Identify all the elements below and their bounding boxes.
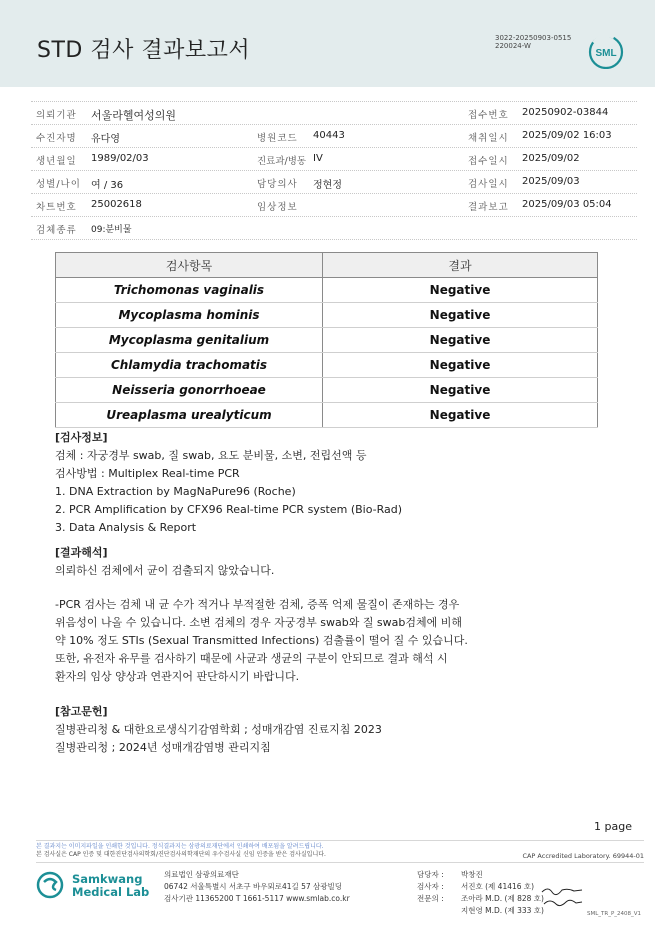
document-id: 3022-20250903-0515 220024-W: [495, 34, 572, 50]
col-result: 결과: [323, 253, 598, 278]
chart-no-label: 차트번호: [36, 202, 77, 213]
interpretation-summary: 의뢰하신 검체에서 균이 검출되지 않았습니다.: [55, 564, 275, 577]
references-heading: [참고문헌]: [55, 705, 108, 718]
samkwang-logo-icon: [36, 870, 64, 900]
interpretation-line: 환자의 임상 양상과 연관지어 판단하시기 바랍니다.: [55, 670, 300, 683]
birth-label: 생년월일: [36, 156, 77, 167]
receipt-date-value: 2025/09/02: [522, 153, 580, 164]
report-title: STD 검사 결과보고서: [37, 38, 251, 63]
org-name: 의료법인 삼광의료재단: [164, 870, 239, 879]
table-row: [56, 353, 598, 378]
report-time-label: 결과보고: [468, 202, 509, 213]
report-time-value: 2025/09/03 05:04: [522, 199, 612, 210]
patient-label: 수진자명: [36, 133, 77, 144]
test-name: Ureaplasma urealyticum: [56, 403, 323, 428]
interpretation-heading: [결과해석]: [55, 546, 108, 559]
brand-name: Samkwang Medical Lab: [72, 872, 150, 899]
organization-info: [164, 869, 350, 905]
interpretation-line: 또한, 유전자 유무를 검사하기 때문에 사균과 생균의 구분이 안되므로 결과 해석 시: [55, 652, 448, 665]
info-row-6: [31, 216, 637, 240]
report-header: [0, 0, 655, 87]
specimen-label: 검체종류: [36, 225, 77, 236]
birth-value: 1989/02/03: [91, 153, 149, 164]
info-row-4: [31, 170, 637, 194]
specimen-value: 09:분비물: [91, 225, 132, 235]
col-test-item: 검사항목: [56, 253, 323, 278]
org-contact: 검사기관 11365200 T 1661-5117 www.smlab.co.kr: [164, 894, 350, 903]
test-info-line: 2. PCR Amplification by CFX96 Real-time PCR system (Bio-Rad): [55, 503, 403, 516]
test-result: Negative: [323, 353, 598, 378]
doctor-value: 정현정: [313, 180, 342, 191]
info-row-3: [31, 147, 637, 171]
staff-info: [417, 869, 544, 917]
manager-line: 담당자 : 박창진: [417, 870, 483, 879]
test-result: Negative: [323, 378, 598, 403]
test-date-value: 2025/09/03: [522, 176, 580, 187]
references-section: [55, 703, 382, 757]
test-name: Mycoplasma genitalium: [56, 328, 323, 353]
test-info-line: 1. DNA Extraction by MagNaPure96 (Roche): [55, 485, 296, 498]
test-info-line: 검사방법 : Multiplex Real-time PCR: [55, 467, 240, 480]
test-result: Negative: [323, 328, 598, 353]
test-name: Chlamydia trachomatis: [56, 353, 323, 378]
collect-time: 2025/09/02 16:03: [522, 130, 612, 141]
print-notice: 본 결과지는 이미지파일을 인쇄한 것입니다. 정식결과지는 삼광의료재단에서 인쇄하여 배포됨을 알려드립니다.: [36, 843, 324, 850]
test-name: Trichomonas vaginalis: [56, 278, 323, 303]
table-row: [56, 303, 598, 328]
sex-age-value: 여 / 36: [91, 180, 124, 191]
footer-divider-2: [36, 862, 644, 863]
certification-notice: 본 검사실은 CAP 인증 및 대한진단검사의학회/진단검사의학재단의 우수검사실 신임 인증을 받은 검사실입니다.: [36, 851, 326, 858]
receipt-no-label: 접수번호: [468, 110, 509, 121]
tester-line: 검사자 : 서진호 (제 41416 호): [417, 882, 535, 891]
svg-text:SML: SML: [595, 48, 617, 59]
collect-label: 채취일시: [468, 133, 509, 144]
table-row: [56, 378, 598, 403]
results-table: [55, 252, 598, 428]
info-row-1: [31, 101, 637, 125]
interpretation-line: 약 10% 정도 STIs (Sexual Transmitted Infections) 검출률이 떨어 질 수 있습니다.: [55, 634, 468, 647]
hospital-code-label: 병원코드: [257, 133, 298, 144]
chart-no-value: 25002618: [91, 199, 142, 210]
test-name: Mycoplasma hominis: [56, 303, 323, 328]
specialist-line: 전문의 : 조아라 M.D. (제 828 호): [417, 894, 544, 903]
doctor-label: 담당의사: [257, 179, 298, 190]
test-info-heading: [검사정보]: [55, 431, 108, 444]
test-result: Negative: [323, 303, 598, 328]
test-date-label: 검사일시: [468, 179, 509, 190]
specialist-line-2: 지현영 M.D. (제 333 호): [461, 906, 544, 915]
test-result: Negative: [323, 278, 598, 303]
table-row: [56, 403, 598, 428]
test-info-line: 검체 : 자궁경부 swab, 질 swab, 요도 분비물, 소변, 전립선액 등: [55, 449, 367, 462]
signature-image: [538, 884, 586, 910]
cap-accreditation: CAP Accredited Laboratory. 69944-01: [522, 852, 644, 860]
receipt-date-label: 접수일시: [468, 156, 509, 167]
hospital-code-value: 40443: [313, 130, 345, 141]
info-row-2: [31, 124, 637, 148]
revision-code: SML_TR_P_2408_V1: [587, 911, 642, 917]
results-header-row: [56, 253, 598, 278]
patient-name: 유다영: [91, 134, 120, 145]
clinical-label: 임상정보: [257, 202, 298, 213]
page-number: 1 page: [594, 820, 632, 833]
table-row: [56, 328, 598, 353]
table-row: [56, 278, 598, 303]
interpretation-line: -PCR 검사는 검체 내 균 수가 적거나 부적절한 검체, 증폭 억제 물질이 존재하는 경우: [55, 598, 460, 611]
footer-divider: [36, 840, 644, 841]
receipt-no-value: 20250902-03844: [522, 107, 609, 118]
dept-label: 진료과/병동: [257, 156, 307, 167]
reference-line: 질병관리청 & 대한요로생식기감염학회 ; 성매개감염 진료지침 2023: [55, 723, 382, 736]
reference-line: 질병관리청 ; 2024년 성매개감염병 관리지침: [55, 741, 271, 754]
info-row-5: [31, 193, 637, 217]
footer-notes: [36, 843, 326, 859]
test-result: Negative: [323, 403, 598, 428]
institution-value: 서울라헬여성의원: [91, 109, 177, 122]
test-info-section: [55, 429, 402, 537]
sex-age-label: 성별/나이: [36, 179, 81, 190]
institution-label: 의뢰기관: [36, 110, 77, 121]
test-name: Neisseria gonorrhoeae: [56, 378, 323, 403]
sml-logo-icon: [588, 33, 624, 69]
interpretation-line: 위음성이 나올 수 있습니다. 소변 검체의 경우 자궁경부 swab와 질 swab검체에 비해: [55, 616, 463, 629]
dept-value: IV: [313, 153, 323, 164]
interpretation-section: [55, 544, 468, 686]
test-info-line: 3. Data Analysis & Report: [55, 521, 197, 534]
org-address: 06742 서울특별시 서초구 바우뫼로41길 57 삼광빌딩: [164, 882, 343, 891]
